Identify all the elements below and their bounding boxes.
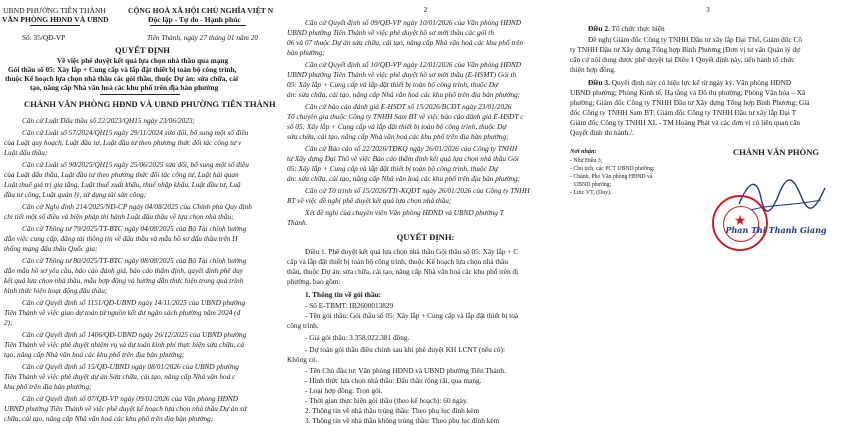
info-item: - Giá gói thầu: 3.358.022.381 đồng. bbox=[305, 333, 410, 342]
basis-line: số 05: Xây lắp + Cung cấp và lắp đặt thiết bị toàn bộ công trình, thuộc Dự bbox=[287, 122, 507, 131]
info-item: 3. Thông tin về nhà thầu không trúng thầu: Theo phụ lục đính kèm bbox=[305, 416, 500, 425]
basis-line: sửa chữa, cải tạo, nâng cấp Nhà văn hoá các khu phố trên địa bàn phường; bbox=[287, 132, 509, 141]
article-3-text: Quyết định này có hiệu lực kể từ ngày ký. Văn phòng HĐND bbox=[609, 78, 792, 87]
basis-line: 2); bbox=[4, 318, 13, 327]
basis-line: 05: Xây lắp + Cung cấp và lắp đặt thiết bị toàn bộ công trình, thuộc Dự bbox=[287, 164, 498, 173]
basis-line: chữa, cải tạo, nâng cấp Nhà văn hoá các khu phố trên địa bàn phường; bbox=[4, 414, 214, 423]
info-item: - Thời gian thực hiện gói thầu (theo kế hoạch): 60 ngày. bbox=[305, 396, 468, 405]
basis-line: dẫn việc cung cấp, đăng tải thông tin về đấu thầu và mẫu hồ sơ đấu thầu trên H bbox=[4, 234, 238, 243]
basis-line: thống mạng đấu thầu Quốc gia; bbox=[4, 244, 98, 253]
basis-line: chi tiết một số điều và biện pháp thi hành Luật đấu thầu về lựa chọn nhà thầu; bbox=[4, 212, 234, 221]
article-1-line: Điều 1. Phê duyệt kết quả lựa chọn nhà thầu Gói thầu số 05: Xây lắp + C bbox=[305, 247, 519, 256]
subject-line-1: Về việc phê duyệt kết quả lựa chọn nhà thầu qua mạng bbox=[56, 56, 229, 65]
basis-line: của Luật quy hoạch, Luật đầu tư, Luật đầu tư theo phương thức đối tác công tư v bbox=[4, 138, 242, 147]
basis-line: bàn phường; bbox=[287, 48, 325, 57]
basis-line: Căn cứ Thông tư 79/2025/TT-BTC ngày 04/08/2025 của Bộ Tài chính hướng bbox=[22, 224, 247, 233]
page-number: 3 bbox=[706, 5, 710, 14]
recipient-item: UBND phường; bbox=[574, 182, 612, 188]
section-1-heading: 1. Thông tin về gói thầu: bbox=[305, 290, 382, 299]
basis-line: hình thức hiện hoạt động đấu thầu; bbox=[4, 286, 108, 295]
subject-line-2: Gói thầu số 05: Xây lắp + Cung cấp và lắp đặt thiết bị toàn bộ công trình, bbox=[8, 65, 237, 74]
basis-line: Tiên Thành về việc phê duyệt dự án Sửa chữa, cải tạo, nâng cấp Nhà văn hoá c bbox=[4, 372, 236, 381]
basis-line: dẫn mẫu hồ sơ yêu cầu, báo cáo đánh giá, báo cáo thẩm định, quyết định phê duy bbox=[4, 266, 243, 275]
basis-line: đầu tư công, Luật quản lý, sử dụng tài sản công; bbox=[4, 190, 147, 199]
basis-line: tư Xây dựng Đại Thổ về việc Báo cáo thẩm định kết quả lựa chọn nhà thầu Gói bbox=[287, 154, 519, 163]
article-1-line: cấp và lắp đặt thiết bị toàn bộ công trình, thuộc Kế hoạch lựa chọn nhà thầu bbox=[287, 257, 508, 266]
article-3-line: UBND phường; Phòng Kinh tế, Hạ tầng và Đô thị phường; Phòng Văn hóa – Xã bbox=[570, 88, 806, 97]
basis-line: Căn cứ Thông tư 80/2025/TT-BTC ngày 08/08/2025 của Bộ Tài chính hướng bbox=[22, 256, 247, 265]
info-item: - Tên gói thầu: Gói thầu số 05: Xây lắp + Cung cấp và lắp đặt thiết bị toà bbox=[305, 311, 519, 320]
basis-line: Luật thuế giá trị gia tăng, Luật thuế xuất khẩu, thuế nhập khẩu, Luật đầu tư, Luậ bbox=[4, 180, 241, 189]
article-3-line: phường; Giám đốc Công ty TNHH Đầu tư Xây dựng Tổng hợp Bình Phương; Giá bbox=[570, 98, 810, 107]
issuing-authority: CHÁNH VĂN PHÒNG HĐND VÀ UBND PHƯỜNG TIÊN THÀNH bbox=[24, 99, 276, 109]
article-3-line bbox=[588, 78, 791, 87]
recipient-item: - Chánh, Phó Văn phòng HĐND và bbox=[570, 174, 653, 180]
basis-line: án: sửa chữa, cải tạo, nâng cấp Nhà văn hoá các khu phố trên địa bàn phường; bbox=[287, 174, 521, 183]
info-item: - Loại hợp đồng: Trọn gói. bbox=[305, 386, 383, 395]
basis-line: Tiên Thành về việc giao dự toán từ nguồn kết dư ngân sách phường năm 2024 (đ bbox=[4, 308, 241, 317]
basis-line: Căn cứ báo cáo đánh giá E-HSDT số 15/2026/BCĐT ngày 23/01/2026 bbox=[305, 102, 512, 111]
basis-line: Tổ chuyên gia thuộc Công ty TNHH Sam BT về việc báo cáo đánh giá E-HSDT c bbox=[287, 112, 524, 121]
article-2-line: Đề nghị Giám đốc Công ty TNHH Đầu tư xây lắp Đại Thổ, Giám đốc Cô bbox=[588, 35, 803, 44]
document-number: Số: 35/QĐ-VP bbox=[22, 33, 66, 42]
basis-line: 05: Xây lắp + Cung cấp và lắp đặt thiết bị toàn bộ công trình, thuộc Dự bbox=[287, 80, 498, 89]
basis-line: Căn cứ Quyết định số 09/QĐ-VP ngày 10/01/2026 của Văn phòng HĐND bbox=[305, 18, 522, 27]
document-page-1 bbox=[0, 0, 285, 425]
article-1-line: phường, bao gồm: bbox=[287, 277, 341, 286]
document-page-3 bbox=[566, 0, 850, 425]
article-2-title: Tổ chức thực hiện bbox=[609, 24, 665, 33]
basis-line: Tiên Thành về việc phê duyệt nhiệm vụ và dự toán kinh phí thực hiện sửa chữa, cả bbox=[4, 340, 245, 349]
basis-line: Luật đấu thầu; bbox=[4, 148, 48, 157]
basis-line: Căn cứ Luật số 57/2024/QH15 ngày 29/11/2024 sửa đổi, bổ sung một số điều bbox=[22, 128, 249, 137]
info-item: - Số E-TBMT: IB2600013829 bbox=[305, 301, 394, 310]
basis-line: Căn cứ Quyết định số 1406/QĐ-UBND ngày 26/12/2025 của UBND phường bbox=[22, 330, 247, 339]
article-3-line: Quyết định thi hành./. bbox=[570, 128, 634, 137]
org-name-1: UBND PHƯỜNG TIÊN THÀNH bbox=[3, 6, 106, 15]
basis-line: kết quả lựa chọn nhà thầu, mẫu hợp đồng và hướng dẫn thực hiện trong quá trình bbox=[4, 276, 244, 285]
motto-underline bbox=[150, 25, 246, 26]
basis-line: án: sửa chữa, cải tạo, nâng cấp Nhà văn hoá các khu phố trên địa bàn phường; bbox=[287, 90, 521, 99]
article-2-line: căn cứ nội dung được phê duyệt tại Điều 1 Quyết định này, tiến hành tổ chức bbox=[570, 55, 795, 64]
page-number: 2 bbox=[423, 5, 428, 14]
signer-title: CHÁNH VĂN PHÒNG bbox=[732, 147, 820, 157]
motto: Độc lập - Tự do - Hạnh phúc bbox=[148, 15, 241, 24]
basis-line: Xét đề nghị của chuyên viên Văn phòng HĐND và UBND phường T bbox=[305, 208, 504, 217]
decision-title: QUYẾT ĐỊNH: bbox=[396, 232, 455, 242]
official-seal bbox=[712, 195, 768, 251]
nation-header: CỘNG HOÀ XÃ HỘI CHỦ NGHĨA VIỆT N bbox=[128, 6, 274, 15]
document-title: QUYẾT ĐỊNH bbox=[115, 45, 170, 55]
basis-line: BT về việc đề nghị phê duyệt kết quả lựa chọn nhà thầu; bbox=[287, 196, 452, 205]
basis-line: Căn cứ Báo cáo số 22/2026/TĐKQ ngày 26/01/2026 của Công ty TNHH bbox=[305, 144, 518, 153]
article-3-line: đốc Công ty TNHH Sam BT; Giám đốc Công ty TNHH Đầu tư xây lắp Đại T bbox=[570, 108, 797, 117]
article-2-label: Điều 2. bbox=[588, 24, 610, 33]
article-3-line: Giám đốc Công ty TNHH XL - TM Hoàng Phát và các đơn vị có liên quan căn bbox=[570, 118, 801, 127]
basis-line: Căn cứ Quyết định số 1151/QĐ-UBND ngày 14/11/2025 của UBND phường bbox=[22, 298, 246, 307]
info-item: - Dự toán gói thầu điều chỉnh sau khi phê duyệt KH LCNT (nếu có): bbox=[305, 345, 505, 354]
basis-line: Căn cứ Tờ trình số 15/2026/TTr-KQĐT ngày 26/01/2026 của Công ty TNHH bbox=[305, 186, 530, 195]
info-item: 2. Thông tin về nhà thầu trúng thầu: Theo phụ lục đính kèm bbox=[305, 406, 480, 415]
info-item: - Tên Chủ đầu tư: Văn phòng HĐND và UBND phường Tiên Thành. bbox=[305, 366, 506, 375]
basis-line: của Luật đấu thầu, Luật đầu tư theo phương thức đối tác công tư, Luật hải quan bbox=[4, 170, 239, 179]
basis-line: UBND phường Tiên Thành về việc phê duyệt kế hoạch lựa chọn nhà thầu Dự án sử bbox=[4, 404, 247, 413]
article-2-heading bbox=[588, 24, 665, 33]
basis-line: Căn cứ Quyết định số 07/QĐ-VP ngày 09/01/2026 của Văn phòng HĐND bbox=[22, 394, 239, 403]
info-item: Không có. bbox=[287, 355, 318, 364]
recipient-item: - Chủ tịch, các PCT UBND phường; bbox=[570, 166, 655, 172]
org-underline bbox=[30, 25, 80, 26]
seal-star-icon: ★ bbox=[733, 214, 747, 229]
info-item: - Hình thức lựa chọn nhà thầu: Đấu thầu rộng rãi, qua mạng. bbox=[305, 376, 482, 385]
recipient-item: - Như Điều 3; bbox=[570, 158, 603, 164]
signer-name: Phan Thị Thanh Giang bbox=[725, 225, 827, 235]
basis-line: Thành. bbox=[287, 218, 308, 227]
recipient-item: - Lưu: VT, (Duy). bbox=[570, 190, 612, 196]
basis-line: khu phố trên địa bàn phường; bbox=[4, 382, 92, 391]
basis-line: Căn cứ Quyết định số 15/QĐ-UBND ngày 08/01/2026 của UBND phường bbox=[22, 362, 239, 371]
basis-line: 06 và 07 thuộc Dự án sửa chữa, cải tạo, nâng cấp Nhà văn hoá các khu phố trên bbox=[287, 38, 524, 47]
recipients-heading: Nơi nhận: bbox=[570, 148, 597, 155]
info-item: công trình. bbox=[287, 321, 319, 330]
subject-line-3: thuộc Kế hoạch lựa chọn nhà thầu các gói thầu, thuộc Dự án: sửa chữa, cải bbox=[5, 74, 238, 83]
basis-line: Căn cứ Luật Đấu thầu số 22/2023/QH15 ngày 23/06/2023; bbox=[22, 116, 196, 125]
basis-line: UBND phường Tiên Thành về việc phê duyệt hồ sơ mời thầu (E-HSMT) Gói th bbox=[287, 70, 517, 79]
basis-line: UBND phường Tiên Thành về việc phê duyệt hồ sơ mời thầu các gói th bbox=[287, 28, 494, 37]
subject-underline bbox=[100, 94, 180, 95]
org-name-2: VĂN PHÒNG HĐND VÀ UBND bbox=[2, 15, 109, 24]
article-2-line: thiện hợp đồng. bbox=[570, 65, 616, 74]
document-page-2 bbox=[283, 0, 568, 425]
basis-line: tạo, nâng cấp Nhà văn hoá các khu phố trên địa bàn phường; bbox=[4, 350, 185, 359]
document-date: Tiên Thành, ngày 27 tháng 01 năm 20 bbox=[147, 33, 259, 42]
article-3-label: Điều 3. bbox=[588, 78, 610, 87]
basis-line: Căn cứ Nghị định 214/2025/NĐ-CP ngày 04/08/2025 của Chính phủ Quy định bbox=[22, 202, 252, 211]
basis-line: Căn cứ Quyết định số 10/QĐ-VP ngày 12/01/2026 của Văn phòng HĐND bbox=[305, 60, 522, 69]
basis-line: Căn cứ Luật số 90/2025/QH15 ngày 25/06/2025 sửa đổi, bổ sung một số điều bbox=[22, 160, 249, 169]
subject-line-4: tạo, nâng cấp Nhà văn hoá các khu phố trên địa bàn phường bbox=[30, 83, 219, 92]
article-1-line: thầu, thuộc Dự án: sửa chữa, cải tạo, nâng cấp Nhà văn hoá các khu phố trên đị bbox=[287, 267, 519, 276]
article-2-line: ty TNHH Đầu tư Xây dựng Tổng hợp Bình Phương (Đơn vị tư vấn Quản lý dự bbox=[570, 45, 801, 54]
